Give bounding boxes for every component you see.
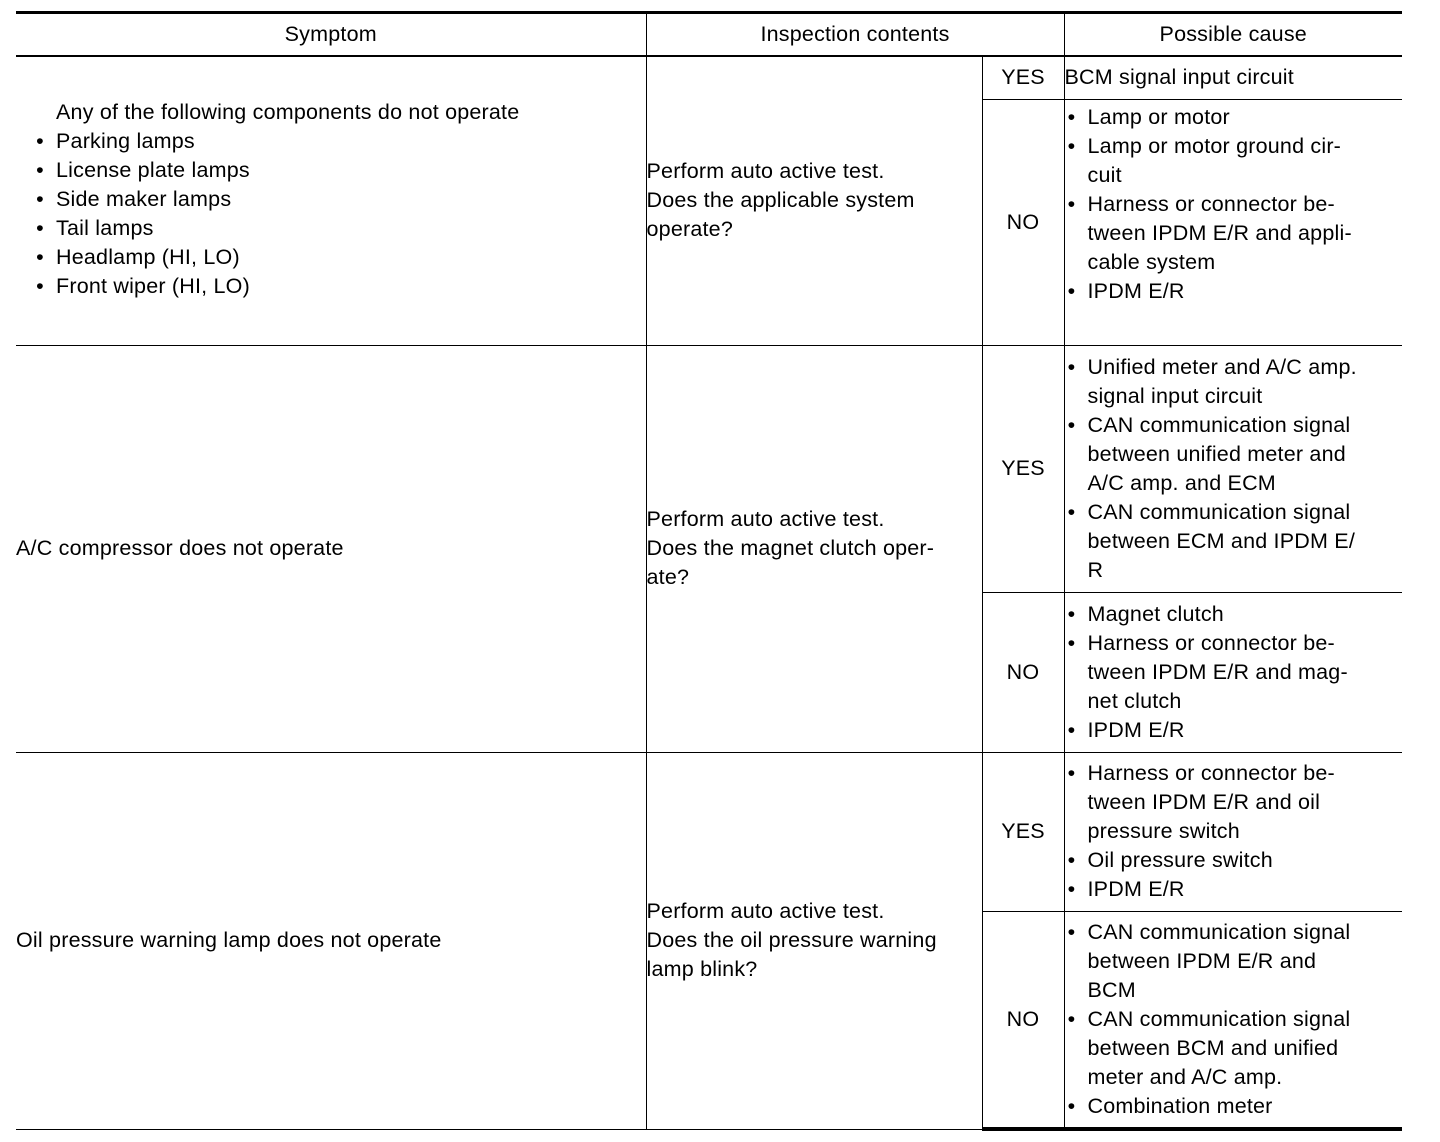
cause-cell <box>1064 911 1402 1129</box>
list-item: • Headlamp (HI, LO) <box>36 245 240 270</box>
list-item: • IPDM E/R <box>1067 877 1185 901</box>
header-row <box>16 13 1402 57</box>
header-inspection: Inspection contents <box>646 13 1064 57</box>
table-row <box>16 56 1402 99</box>
list-item: • Tail lamps <box>36 216 154 241</box>
symptom-intro: Any of the following components do not operate <box>56 100 520 125</box>
cause-cell: BCM signal input circuit <box>1064 56 1402 99</box>
result-no: NO <box>982 99 1064 345</box>
header-symptom: Symptom <box>16 13 646 57</box>
result-no: NO <box>982 911 1064 1129</box>
list-item: • Combination meter <box>1067 1093 1273 1118</box>
inspection-cell: Perform auto active test. Does the magnet clutch oper- ate? <box>646 345 982 752</box>
list-item: • Harness or connector be- tween IPDM E/R and appli- cable system <box>1067 191 1352 274</box>
list-item: • IPDM E/R <box>1067 278 1185 303</box>
inspection-cell: Perform auto active test. Does the applicable system operate? <box>646 56 982 345</box>
inspection-cell: Perform auto active test. Does the oil pressure warning lamp blink? <box>646 752 982 1129</box>
list-item: • Lamp or motor ground cir- cuit <box>1067 133 1342 187</box>
list-item: • Harness or connector be- tween IPDM E/R and oil pressure switch <box>1067 761 1335 843</box>
list-item: • License plate lamps <box>36 158 250 183</box>
result-yes: YES <box>982 56 1064 99</box>
table-row <box>16 345 1402 592</box>
symptom-cell <box>16 56 646 345</box>
header-possible-cause: Possible cause <box>1064 13 1402 57</box>
diagnosis-table <box>16 11 1402 1131</box>
list-item: • CAN communication signal between IPDM E/R and BCM <box>1067 919 1351 1002</box>
result-yes: YES <box>982 345 1064 592</box>
symptom-cell: Oil pressure warning lamp does not operate <box>16 752 646 1129</box>
list-item: • Lamp or motor <box>1067 104 1230 129</box>
list-item: • Front wiper (HI, LO) <box>36 274 250 299</box>
table-row <box>16 752 1402 911</box>
list-item: • CAN communication signal between BCM and unified meter and A/C amp. <box>1067 1006 1351 1089</box>
result-no: NO <box>982 592 1064 752</box>
symptom-list <box>33 127 646 301</box>
list-item: • CAN communication signal between unified meter and A/C amp. and ECM <box>1067 412 1351 495</box>
symptom-cell: A/C compressor does not operate <box>16 345 646 752</box>
list-item: • IPDM E/R <box>1067 717 1185 742</box>
list-item: • Oil pressure switch <box>1067 848 1273 872</box>
cause-cell <box>1064 345 1402 592</box>
list-item: • Unified meter and A/C amp. signal input circuit <box>1067 354 1357 408</box>
list-item: • Harness or connector be- tween IPDM E/R and mag- net clutch <box>1067 630 1348 713</box>
list-item: • Parking lamps <box>36 129 195 154</box>
list-item: • Magnet clutch <box>1067 601 1224 626</box>
list-item: • CAN communication signal between ECM and IPDM E/ R <box>1067 499 1355 582</box>
cause-cell <box>1064 592 1402 752</box>
result-yes: YES <box>982 752 1064 911</box>
cause-cell <box>1064 752 1402 911</box>
list-item: • Side maker lamps <box>36 187 232 212</box>
cause-cell <box>1064 99 1402 345</box>
